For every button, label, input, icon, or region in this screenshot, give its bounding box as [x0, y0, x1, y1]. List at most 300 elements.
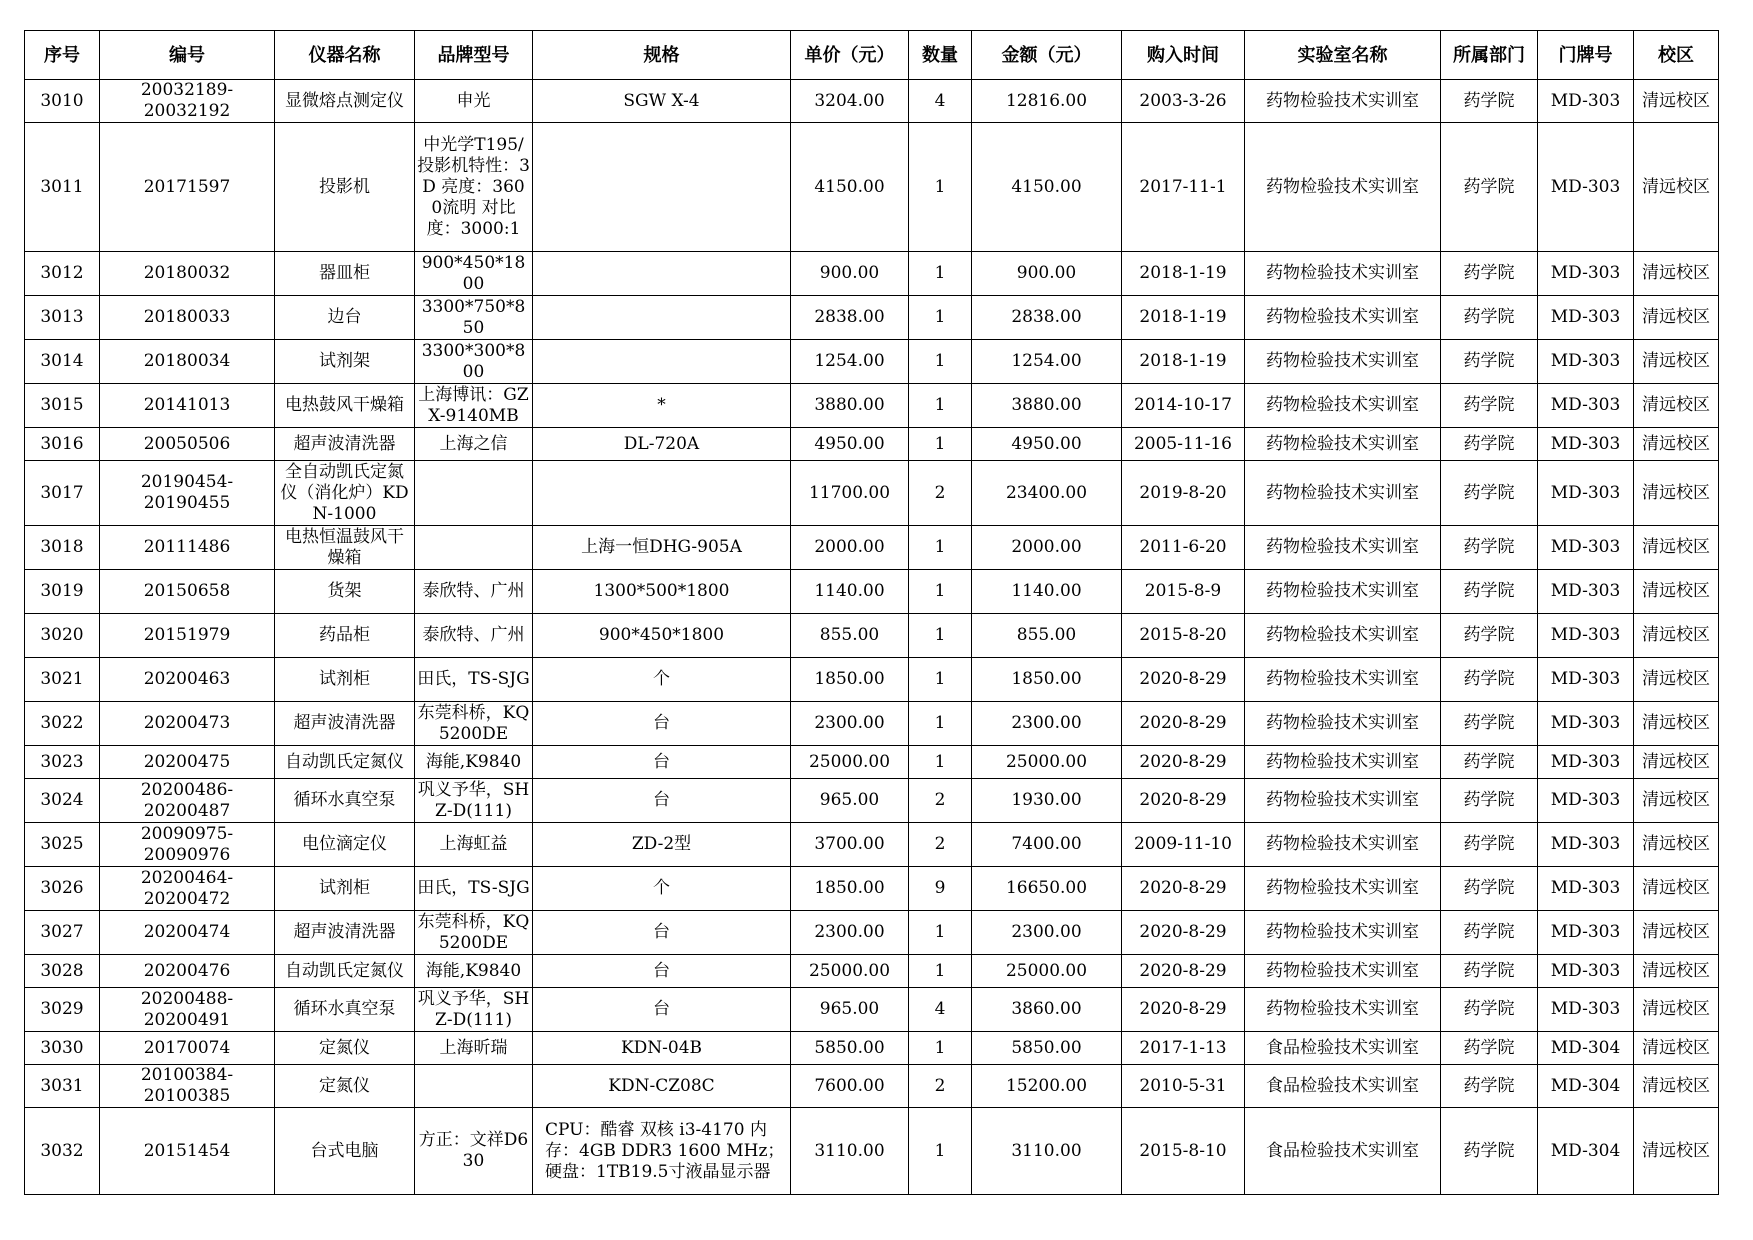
cell-amount: 12816.00: [972, 80, 1122, 123]
cell-code: 20050506: [100, 428, 275, 461]
cell-qty: 1: [909, 911, 972, 955]
cell-code: 20180033: [100, 296, 275, 340]
cell-brand: 900*450*1800: [415, 252, 533, 296]
cell-room: MD-303: [1538, 461, 1634, 526]
cell-room: MD-303: [1538, 123, 1634, 252]
cell-amount: 5850.00: [972, 1032, 1122, 1065]
cell-dept: 药学院: [1441, 80, 1538, 123]
cell-amount: 4150.00: [972, 123, 1122, 252]
cell-date: 2017-1-13: [1122, 1032, 1245, 1065]
cell-name: 循环水真空泵: [275, 779, 415, 823]
cell-lab: 药物检验技术实训室: [1245, 702, 1441, 746]
cell-room: MD-304: [1538, 1032, 1634, 1065]
cell-room: MD-303: [1538, 384, 1634, 428]
cell-code: 20180032: [100, 252, 275, 296]
cell-amount: 3860.00: [972, 988, 1122, 1032]
cell-amount: 1140.00: [972, 570, 1122, 614]
cell-brand: 海能,K9840: [415, 746, 533, 779]
cell-campus: 清远校区: [1634, 570, 1719, 614]
cell-campus: 清远校区: [1634, 384, 1719, 428]
cell-dept: 药学院: [1441, 1032, 1538, 1065]
cell-spec: SGW X-4: [533, 80, 791, 123]
cell-date: 2005-11-16: [1122, 428, 1245, 461]
cell-date: 2020-8-29: [1122, 702, 1245, 746]
cell-campus: 清远校区: [1634, 1065, 1719, 1108]
cell-brand: [415, 1065, 533, 1108]
cell-campus: 清远校区: [1634, 702, 1719, 746]
cell-seq: 3029: [25, 988, 100, 1032]
cell-date: 2018-1-19: [1122, 296, 1245, 340]
cell-brand: 上海博讯：GZX-9140MB: [415, 384, 533, 428]
cell-brand: 上海虹益: [415, 823, 533, 867]
cell-name: 定氮仪: [275, 1032, 415, 1065]
cell-name: 电位滴定仪: [275, 823, 415, 867]
cell-seq: 3016: [25, 428, 100, 461]
cell-room: MD-303: [1538, 867, 1634, 911]
cell-name: 超声波清洗器: [275, 702, 415, 746]
cell-name: 自动凯氏定氮仪: [275, 746, 415, 779]
cell-brand: 3300*750*850: [415, 296, 533, 340]
cell-code: 20032189-20032192: [100, 80, 275, 123]
cell-seq: 3014: [25, 340, 100, 384]
cell-price: 2000.00: [791, 526, 909, 570]
cell-amount: 2300.00: [972, 911, 1122, 955]
cell-code: 20090975-20090976: [100, 823, 275, 867]
cell-qty: 1: [909, 955, 972, 988]
cell-dept: 药学院: [1441, 988, 1538, 1032]
cell-lab: 药物检验技术实训室: [1245, 658, 1441, 702]
table-row: [25, 702, 1719, 746]
cell-seq: 3026: [25, 867, 100, 911]
cell-dept: 药学院: [1441, 867, 1538, 911]
cell-room: MD-303: [1538, 614, 1634, 658]
cell-price: 4150.00: [791, 123, 909, 252]
table-row: [25, 823, 1719, 867]
cell-name: 试剂架: [275, 340, 415, 384]
cell-campus: 清远校区: [1634, 823, 1719, 867]
cell-date: 2018-1-19: [1122, 252, 1245, 296]
cell-qty: 1: [909, 428, 972, 461]
col-header-date: 购入时间: [1122, 31, 1245, 80]
cell-campus: 清远校区: [1634, 428, 1719, 461]
cell-date: 2010-5-31: [1122, 1065, 1245, 1108]
cell-name: 全自动凯氏定氮仪（消化炉）KDN-1000: [275, 461, 415, 526]
cell-name: 自动凯氏定氮仪: [275, 955, 415, 988]
cell-qty: 2: [909, 1065, 972, 1108]
cell-campus: 清远校区: [1634, 123, 1719, 252]
cell-spec: 1300*500*1800: [533, 570, 791, 614]
cell-room: MD-303: [1538, 296, 1634, 340]
cell-price: 25000.00: [791, 955, 909, 988]
cell-lab: 药物检验技术实训室: [1245, 526, 1441, 570]
cell-spec: [533, 123, 791, 252]
table-row: [25, 340, 1719, 384]
cell-date: 2017-11-1: [1122, 123, 1245, 252]
cell-date: 2009-11-10: [1122, 823, 1245, 867]
cell-date: 2018-1-19: [1122, 340, 1245, 384]
cell-code: 20200488-20200491: [100, 988, 275, 1032]
cell-spec: [533, 340, 791, 384]
cell-name: 试剂柜: [275, 867, 415, 911]
cell-seq: 3020: [25, 614, 100, 658]
header-row: [25, 31, 1719, 80]
cell-code: 20170074: [100, 1032, 275, 1065]
cell-qty: 2: [909, 779, 972, 823]
cell-name: 投影机: [275, 123, 415, 252]
cell-dept: 药学院: [1441, 384, 1538, 428]
cell-spec: 台: [533, 779, 791, 823]
table-row: [25, 570, 1719, 614]
cell-seq: 3030: [25, 1032, 100, 1065]
col-header-brand: 品牌型号: [415, 31, 533, 80]
cell-qty: 4: [909, 80, 972, 123]
cell-qty: 1: [909, 570, 972, 614]
cell-spec: 上海一恒DHG-905A: [533, 526, 791, 570]
cell-date: 2003-3-26: [1122, 80, 1245, 123]
cell-room: MD-303: [1538, 955, 1634, 988]
cell-dept: 药学院: [1441, 461, 1538, 526]
cell-seq: 3017: [25, 461, 100, 526]
cell-brand: 申光: [415, 80, 533, 123]
cell-date: 2015-8-9: [1122, 570, 1245, 614]
cell-brand: 田氏，TS-SJG: [415, 867, 533, 911]
cell-brand: [415, 461, 533, 526]
cell-amount: 3880.00: [972, 384, 1122, 428]
cell-code: 20190454-20190455: [100, 461, 275, 526]
cell-dept: 药学院: [1441, 614, 1538, 658]
cell-seq: 3032: [25, 1108, 100, 1195]
cell-lab: 食品检验技术实训室: [1245, 1065, 1441, 1108]
cell-spec: DL-720A: [533, 428, 791, 461]
cell-room: MD-303: [1538, 988, 1634, 1032]
cell-room: MD-303: [1538, 746, 1634, 779]
cell-brand: 巩义予华，SHZ-D(111): [415, 779, 533, 823]
cell-date: 2015-8-10: [1122, 1108, 1245, 1195]
cell-price: 25000.00: [791, 746, 909, 779]
cell-name: 电热鼓风干燥箱: [275, 384, 415, 428]
cell-room: MD-303: [1538, 80, 1634, 123]
cell-price: 1140.00: [791, 570, 909, 614]
cell-campus: 清远校区: [1634, 955, 1719, 988]
cell-name: 边台: [275, 296, 415, 340]
cell-qty: 4: [909, 988, 972, 1032]
cell-campus: 清远校区: [1634, 296, 1719, 340]
cell-price: 3880.00: [791, 384, 909, 428]
cell-lab: 药物检验技术实训室: [1245, 823, 1441, 867]
cell-seq: 3013: [25, 296, 100, 340]
col-header-amount: 金额（元）: [972, 31, 1122, 80]
col-header-code: 编号: [100, 31, 275, 80]
cell-room: MD-303: [1538, 252, 1634, 296]
cell-spec: [533, 296, 791, 340]
cell-price: 2838.00: [791, 296, 909, 340]
cell-brand: 上海昕瑞: [415, 1032, 533, 1065]
inventory-sheet: [24, 30, 1718, 1182]
cell-campus: 清远校区: [1634, 746, 1719, 779]
cell-qty: 1: [909, 746, 972, 779]
cell-qty: 1: [909, 526, 972, 570]
cell-amount: 15200.00: [972, 1065, 1122, 1108]
cell-spec: 个: [533, 658, 791, 702]
table-row: [25, 252, 1719, 296]
cell-brand: 中光学T195/投影机特性：3D 亮度：3600流明 对比度：3000:1: [415, 123, 533, 252]
cell-name: 超声波清洗器: [275, 911, 415, 955]
cell-brand: 东莞科桥，KQ5200DE: [415, 702, 533, 746]
col-header-price: 单价（元）: [791, 31, 909, 80]
table-row: [25, 1108, 1719, 1195]
table-row: [25, 526, 1719, 570]
cell-dept: 药学院: [1441, 911, 1538, 955]
cell-name: 定氮仪: [275, 1065, 415, 1108]
cell-spec: [533, 461, 791, 526]
cell-name: 试剂柜: [275, 658, 415, 702]
cell-code: 20151454: [100, 1108, 275, 1195]
cell-campus: 清远校区: [1634, 526, 1719, 570]
cell-qty: 1: [909, 1108, 972, 1195]
cell-code: 20200474: [100, 911, 275, 955]
cell-spec: ZD-2型: [533, 823, 791, 867]
col-header-campus: 校区: [1634, 31, 1719, 80]
cell-seq: 3012: [25, 252, 100, 296]
cell-qty: 1: [909, 658, 972, 702]
cell-dept: 药学院: [1441, 746, 1538, 779]
cell-price: 3700.00: [791, 823, 909, 867]
col-header-spec: 规格: [533, 31, 791, 80]
cell-amount: 4950.00: [972, 428, 1122, 461]
cell-code: 20200464-20200472: [100, 867, 275, 911]
col-header-seq: 序号: [25, 31, 100, 80]
cell-lab: 药物检验技术实训室: [1245, 911, 1441, 955]
cell-date: 2020-8-29: [1122, 955, 1245, 988]
cell-brand: 泰欣特、广州: [415, 570, 533, 614]
cell-amount: 1254.00: [972, 340, 1122, 384]
cell-seq: 3021: [25, 658, 100, 702]
cell-campus: 清远校区: [1634, 911, 1719, 955]
cell-qty: 9: [909, 867, 972, 911]
cell-code: 20200476: [100, 955, 275, 988]
cell-brand: 海能,K9840: [415, 955, 533, 988]
cell-lab: 药物检验技术实训室: [1245, 614, 1441, 658]
cell-amount: 2300.00: [972, 702, 1122, 746]
cell-room: MD-303: [1538, 911, 1634, 955]
cell-code: 20200475: [100, 746, 275, 779]
cell-dept: 药学院: [1441, 658, 1538, 702]
inventory-table: [24, 30, 1719, 1195]
cell-spec: KDN-CZ08C: [533, 1065, 791, 1108]
cell-name: 显微熔点测定仪: [275, 80, 415, 123]
cell-spec: 台: [533, 955, 791, 988]
cell-seq: 3027: [25, 911, 100, 955]
cell-dept: 药学院: [1441, 123, 1538, 252]
cell-price: 965.00: [791, 779, 909, 823]
table-row: [25, 955, 1719, 988]
cell-seq: 3024: [25, 779, 100, 823]
table-row: [25, 1032, 1719, 1065]
cell-seq: 3025: [25, 823, 100, 867]
table-row: [25, 461, 1719, 526]
table-body: [25, 80, 1719, 1195]
cell-price: 5850.00: [791, 1032, 909, 1065]
cell-room: MD-303: [1538, 658, 1634, 702]
cell-price: 1850.00: [791, 867, 909, 911]
col-header-qty: 数量: [909, 31, 972, 80]
table-row: [25, 867, 1719, 911]
cell-price: 1254.00: [791, 340, 909, 384]
cell-brand: 3300*300*800: [415, 340, 533, 384]
cell-lab: 药物检验技术实训室: [1245, 384, 1441, 428]
cell-spec: 台: [533, 988, 791, 1032]
cell-amount: 3110.00: [972, 1108, 1122, 1195]
cell-campus: 清远校区: [1634, 614, 1719, 658]
cell-qty: 1: [909, 614, 972, 658]
cell-name: 器皿柜: [275, 252, 415, 296]
cell-date: 2020-8-29: [1122, 911, 1245, 955]
cell-lab: 药物检验技术实训室: [1245, 340, 1441, 384]
table-row: [25, 384, 1719, 428]
table-row: [25, 80, 1719, 123]
cell-room: MD-303: [1538, 526, 1634, 570]
cell-code: 20200473: [100, 702, 275, 746]
cell-price: 2300.00: [791, 911, 909, 955]
cell-price: 11700.00: [791, 461, 909, 526]
cell-brand: [415, 526, 533, 570]
cell-seq: 3022: [25, 702, 100, 746]
cell-date: 2020-8-29: [1122, 867, 1245, 911]
cell-dept: 药学院: [1441, 823, 1538, 867]
cell-date: 2019-8-20: [1122, 461, 1245, 526]
cell-amount: 25000.00: [972, 955, 1122, 988]
cell-room: MD-303: [1538, 702, 1634, 746]
cell-lab: 药物检验技术实训室: [1245, 867, 1441, 911]
cell-amount: 7400.00: [972, 823, 1122, 867]
cell-price: 4950.00: [791, 428, 909, 461]
cell-price: 900.00: [791, 252, 909, 296]
cell-spec: 台: [533, 702, 791, 746]
cell-code: 20180034: [100, 340, 275, 384]
cell-code: 20111486: [100, 526, 275, 570]
cell-qty: 2: [909, 823, 972, 867]
cell-qty: 1: [909, 252, 972, 296]
cell-dept: 药学院: [1441, 955, 1538, 988]
cell-seq: 3015: [25, 384, 100, 428]
cell-brand: 田氏，TS-SJG: [415, 658, 533, 702]
cell-code: 20141013: [100, 384, 275, 428]
cell-room: MD-304: [1538, 1108, 1634, 1195]
cell-amount: 855.00: [972, 614, 1122, 658]
cell-seq: 3011: [25, 123, 100, 252]
cell-date: 2020-8-29: [1122, 746, 1245, 779]
cell-campus: 清远校区: [1634, 1108, 1719, 1195]
table-row: [25, 614, 1719, 658]
cell-seq: 3010: [25, 80, 100, 123]
cell-dept: 药学院: [1441, 779, 1538, 823]
cell-amount: 900.00: [972, 252, 1122, 296]
table-row: [25, 658, 1719, 702]
cell-campus: 清远校区: [1634, 80, 1719, 123]
cell-seq: 3031: [25, 1065, 100, 1108]
cell-price: 1850.00: [791, 658, 909, 702]
cell-price: 3204.00: [791, 80, 909, 123]
cell-lab: 药物检验技术实训室: [1245, 461, 1441, 526]
cell-lab: 食品检验技术实训室: [1245, 1032, 1441, 1065]
cell-qty: 1: [909, 123, 972, 252]
cell-campus: 清远校区: [1634, 779, 1719, 823]
cell-spec: KDN-04B: [533, 1032, 791, 1065]
cell-amount: 16650.00: [972, 867, 1122, 911]
cell-brand: 泰欣特、广州: [415, 614, 533, 658]
col-header-dept: 所属部门: [1441, 31, 1538, 80]
cell-price: 855.00: [791, 614, 909, 658]
table-row: [25, 1065, 1719, 1108]
cell-brand: 巩义予华，SHZ-D(111): [415, 988, 533, 1032]
cell-seq: 3028: [25, 955, 100, 988]
cell-date: 2011-6-20: [1122, 526, 1245, 570]
cell-lab: 药物检验技术实训室: [1245, 746, 1441, 779]
cell-room: MD-303: [1538, 779, 1634, 823]
cell-name: 电热恒温鼓风干燥箱: [275, 526, 415, 570]
cell-name: 超声波清洗器: [275, 428, 415, 461]
cell-room: MD-303: [1538, 823, 1634, 867]
cell-room: MD-303: [1538, 570, 1634, 614]
cell-campus: 清远校区: [1634, 658, 1719, 702]
cell-campus: 清远校区: [1634, 1032, 1719, 1065]
col-header-room: 门牌号: [1538, 31, 1634, 80]
cell-lab: 药物检验技术实训室: [1245, 570, 1441, 614]
cell-spec: CPU：酷睿 双核 i3-4170 内存：4GB DDR3 1600 MHz；硬盘：1TB19.5寸液晶显示器: [533, 1108, 791, 1195]
cell-dept: 药学院: [1441, 252, 1538, 296]
cell-spec: 台: [533, 911, 791, 955]
cell-lab: 药物检验技术实训室: [1245, 296, 1441, 340]
cell-code: 20100384-20100385: [100, 1065, 275, 1108]
cell-date: 2014-10-17: [1122, 384, 1245, 428]
cell-lab: 药物检验技术实训室: [1245, 428, 1441, 461]
cell-seq: 3023: [25, 746, 100, 779]
table-row: [25, 988, 1719, 1032]
cell-amount: 23400.00: [972, 461, 1122, 526]
cell-qty: 1: [909, 702, 972, 746]
cell-name: 药品柜: [275, 614, 415, 658]
cell-qty: 1: [909, 384, 972, 428]
cell-room: MD-304: [1538, 1065, 1634, 1108]
cell-price: 965.00: [791, 988, 909, 1032]
cell-date: 2020-8-29: [1122, 658, 1245, 702]
cell-amount: 1930.00: [972, 779, 1122, 823]
cell-dept: 药学院: [1441, 570, 1538, 614]
cell-date: 2015-8-20: [1122, 614, 1245, 658]
cell-spec: 台: [533, 746, 791, 779]
table-row: [25, 779, 1719, 823]
cell-spec: *: [533, 384, 791, 428]
cell-campus: 清远校区: [1634, 461, 1719, 526]
cell-amount: 2000.00: [972, 526, 1122, 570]
col-header-lab: 实验室名称: [1245, 31, 1441, 80]
cell-code: 20150658: [100, 570, 275, 614]
cell-dept: 药学院: [1441, 1065, 1538, 1108]
cell-lab: 药物检验技术实训室: [1245, 988, 1441, 1032]
cell-dept: 药学院: [1441, 1108, 1538, 1195]
cell-qty: 1: [909, 296, 972, 340]
cell-amount: 2838.00: [972, 296, 1122, 340]
col-header-name: 仪器名称: [275, 31, 415, 80]
cell-code: 20200463: [100, 658, 275, 702]
cell-campus: 清远校区: [1634, 340, 1719, 384]
cell-lab: 药物检验技术实训室: [1245, 80, 1441, 123]
cell-price: 2300.00: [791, 702, 909, 746]
table-row: [25, 911, 1719, 955]
cell-lab: 药物检验技术实训室: [1245, 955, 1441, 988]
cell-dept: 药学院: [1441, 428, 1538, 461]
cell-lab: 药物检验技术实训室: [1245, 252, 1441, 296]
